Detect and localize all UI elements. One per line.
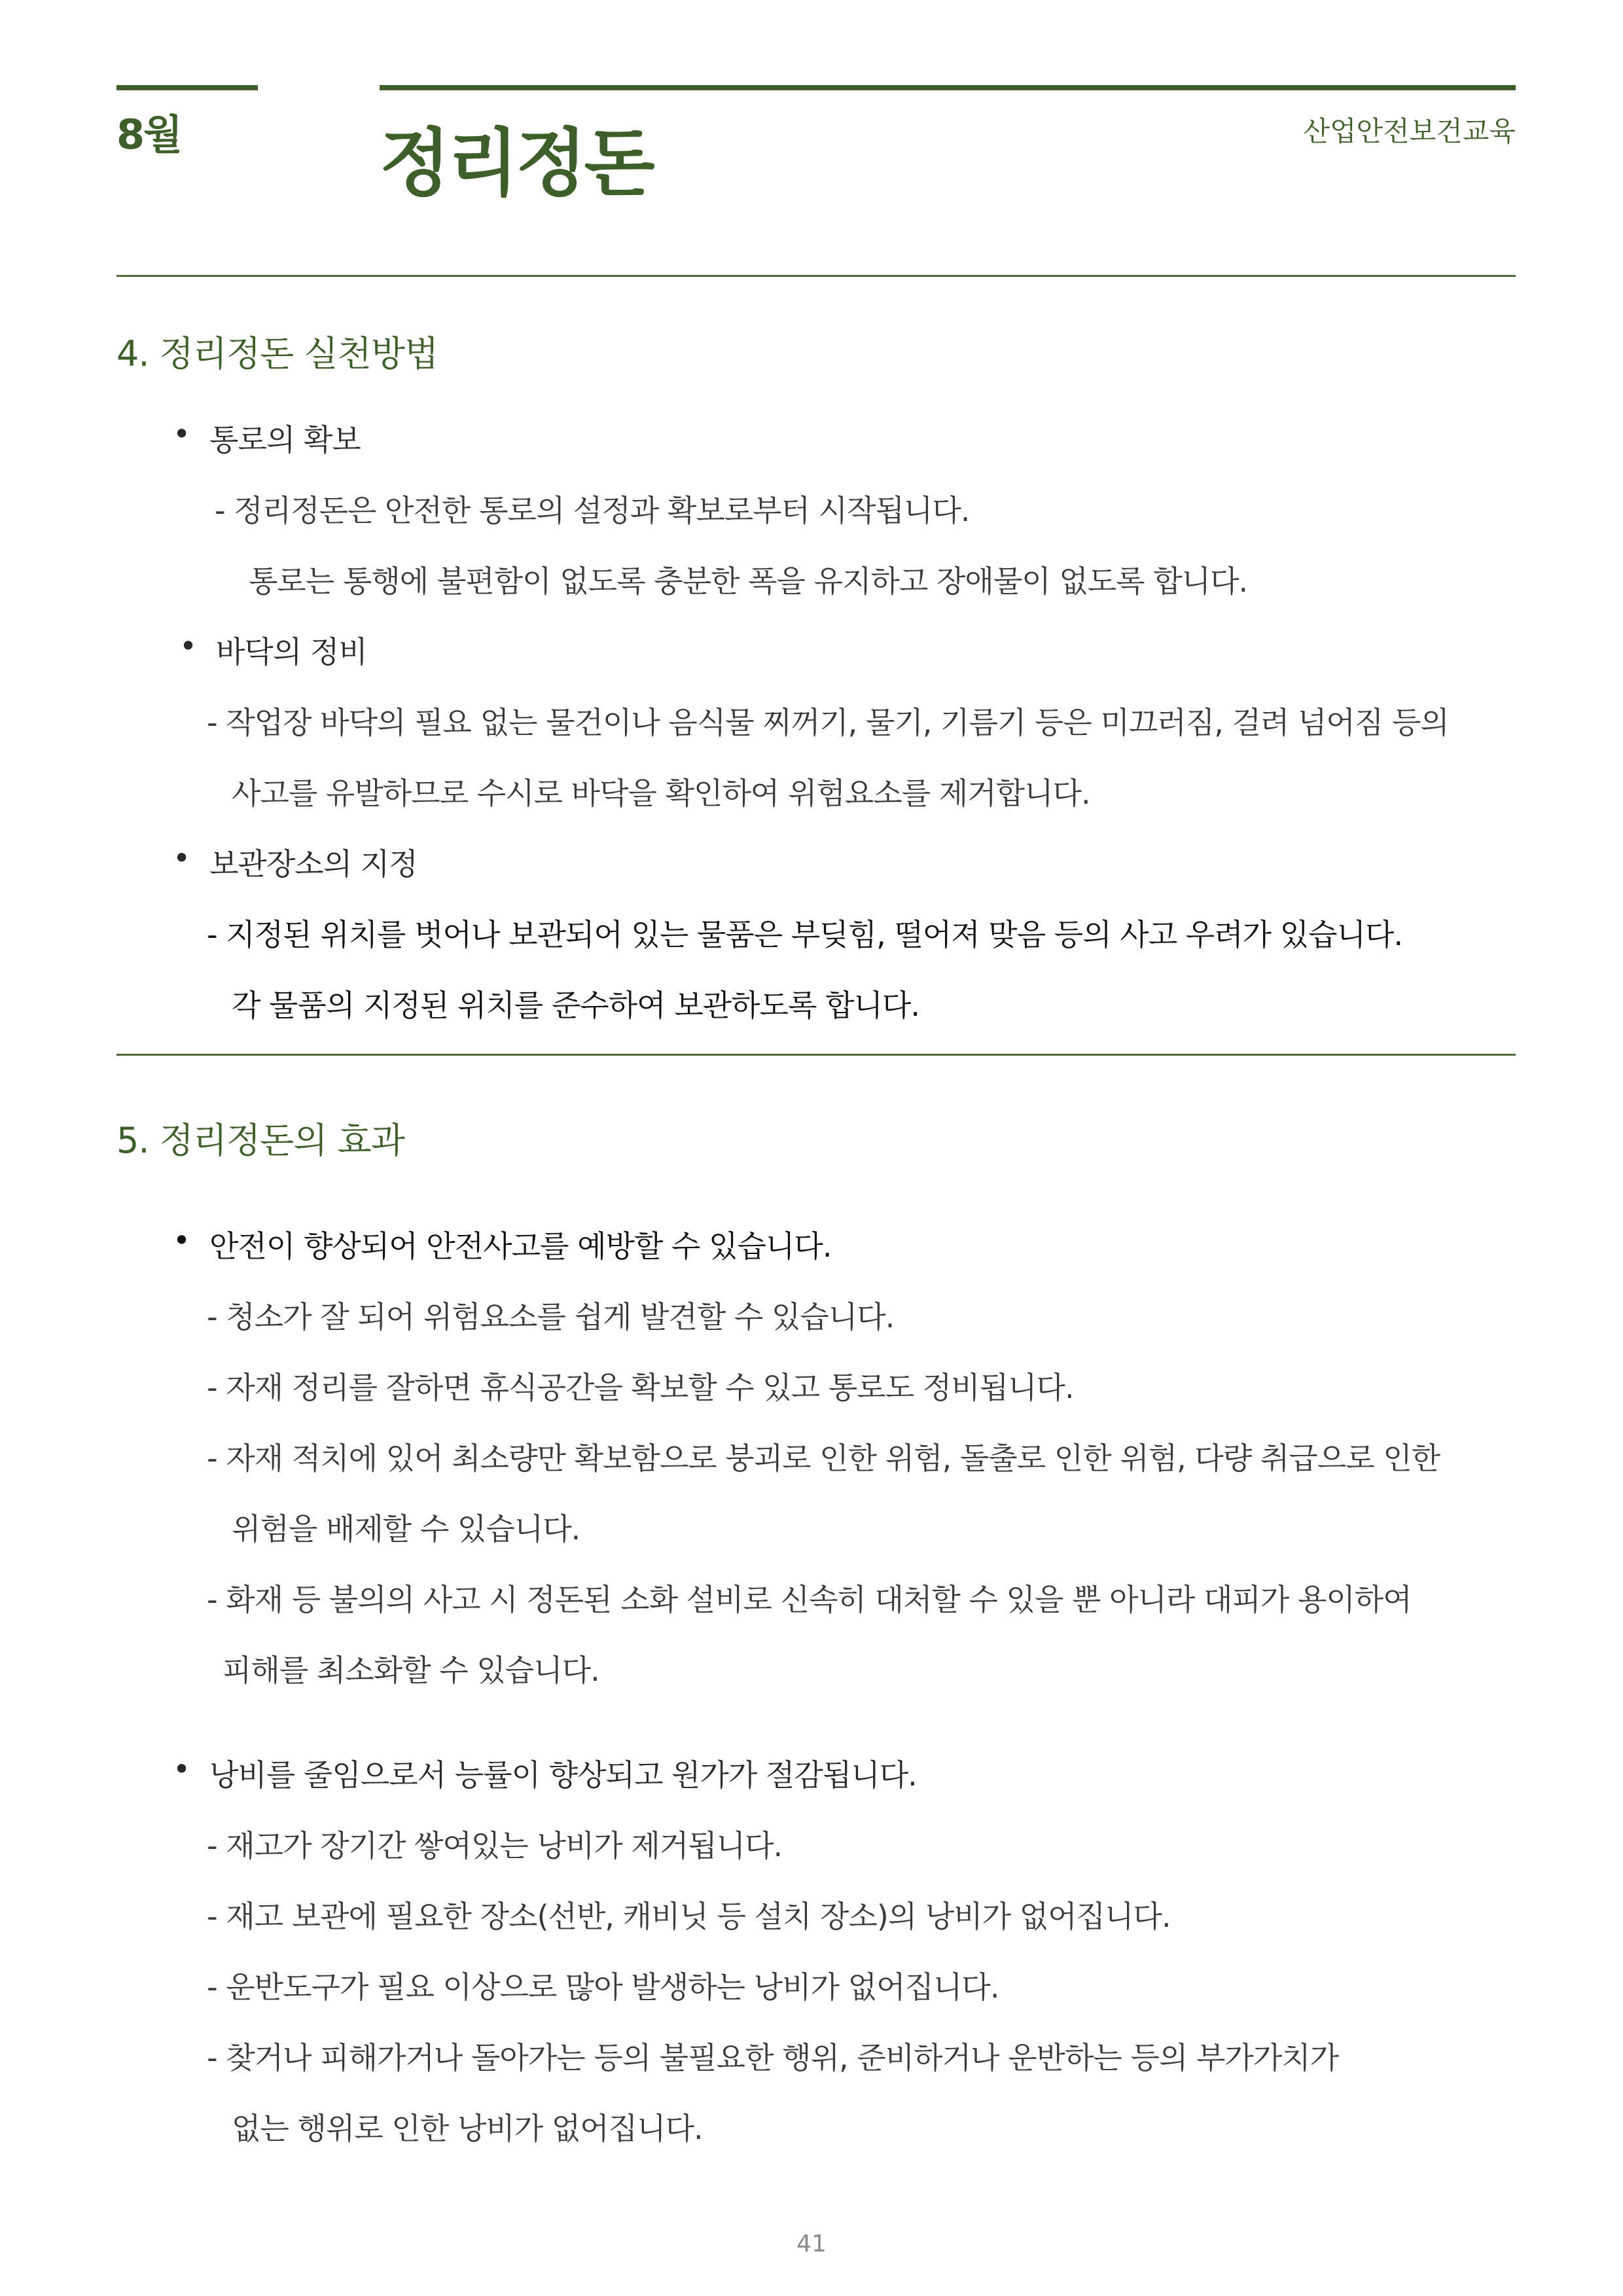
section-5-item-1-line-5: - 화재 등 불의의 사고 시 정돈된 소화 설비로 신속히 대처할 수 있을 뿐 아니라 대피가 용이하여 — [207, 1582, 1412, 1617]
header-divider — [116, 275, 1516, 277]
page-number: 41 — [796, 2231, 827, 2257]
section-4-item-3-line-1: - 지정된 위치를 벗어나 보관되어 있는 물품은 부딪힘, 떨어져 맞음 등의 사고 우려가 있습니다. — [207, 917, 1403, 952]
section-5-item-1-line-4: 위험을 배제할 수 있습니다. — [232, 1511, 580, 1547]
section-4-heading: 4. 정리정돈 실천방법 — [116, 333, 438, 374]
page-title: 정리정돈 — [380, 121, 652, 206]
section-4-item-1-line-2: 통로는 통행에 불편함이 없도록 충분한 폭을 유지하고 장애물이 없도록 합니다. — [249, 564, 1248, 599]
section-5-item-2-line-1: - 재고가 장기간 쌓여있는 낭비가 제거됩니다. — [207, 1828, 783, 1863]
section-5-item-1-title: • 안전이 향상되어 안전사고를 예방할 수 있습니다. — [209, 1223, 831, 1266]
section-5-item-2-line-2: - 재고 보관에 필요한 장소(선반, 캐비닛 등 설치 장소)의 낭비가 없어집니다. — [207, 1899, 1171, 1934]
section-5-item-1-line-3: - 자재 적치에 있어 최소량만 확보함으로 붕괴로 인한 위험, 돌출로 인한 위험, 다량 취급으로 인한 — [207, 1441, 1440, 1476]
section-5-item-2-line-3: - 운반도구가 필요 이상으로 많아 발생하는 낭비가 없어집니다. — [207, 1969, 999, 2005]
section-4-item-2-line-1: - 작업장 바닥의 필요 없는 물건이나 음식물 찌꺼기, 물기, 기름기 등은 미끄러짐, 걸려 넘어짐 등의 — [207, 705, 1449, 740]
section-4-item-2-title: • 바닥의 정비 — [216, 628, 367, 672]
section-4-item-2-line-2: 사고를 유발하므로 수시로 바닥을 확인하여 위험요소를 제거합니다. — [232, 776, 1090, 811]
section-4-item-3-line-2: 각 물품의 지정된 위치를 준수하여 보관하도록 합니다. — [232, 988, 919, 1023]
month-label: 8월 — [116, 111, 182, 158]
section-5-item-1-line-6: 피해를 최소화할 수 있습니다. — [223, 1653, 599, 1688]
section-5-item-1-line-2: - 자재 정리를 잘하면 휴식공간을 확보할 수 있고 통로도 정비됩니다. — [207, 1370, 1074, 1405]
section-4-item-1-title: • 통로의 확보 — [209, 416, 361, 459]
section-5-item-2-title: • 낭비를 줄임으로서 능률이 향상되고 원가가 절감됩니다. — [209, 1751, 917, 1795]
category-label: 산업안전보건교육 — [1303, 115, 1516, 147]
header-accent-bar-right — [380, 85, 1516, 90]
header-accent-bar-left — [116, 85, 258, 90]
section-5-item-2-line-4: - 찾거나 피해가거나 돌아가는 등의 불필요한 행위, 준비하거나 운반하는 등의 부가가치가 — [207, 2040, 1339, 2075]
section-4-item-3-title: • 보관장소의 지정 — [209, 840, 418, 884]
section-divider — [116, 1054, 1516, 1056]
section-5-heading: 5. 정리정돈의 효과 — [116, 1120, 404, 1161]
section-4-item-1-line-1: - 정리정돈은 안전한 통로의 설정과 확보로부터 시작됩니다. — [215, 493, 970, 528]
section-5-item-1-line-1: - 청소가 잘 되어 위험요소를 쉽게 발견할 수 있습니다. — [207, 1299, 895, 1335]
section-5-item-2-line-5: 없는 행위로 인한 낭비가 없어집니다. — [232, 2111, 703, 2146]
